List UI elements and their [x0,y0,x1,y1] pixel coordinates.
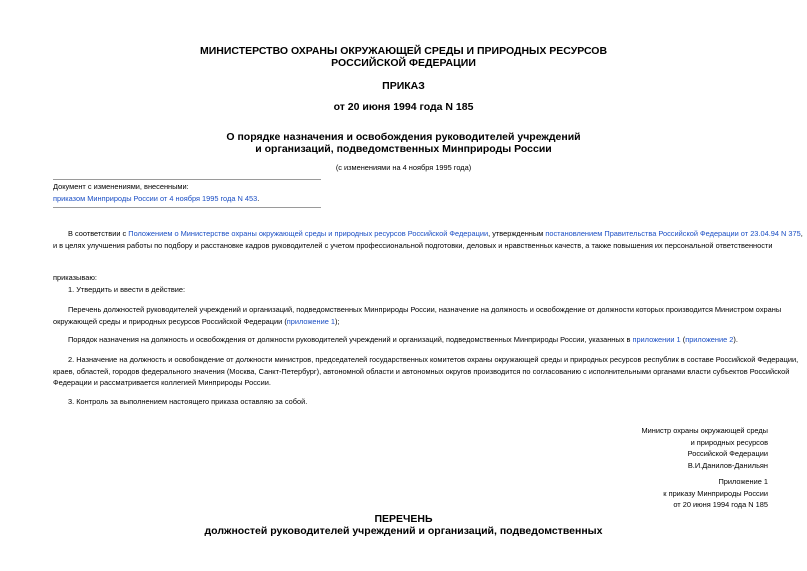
orders-word: приказываю: [53,273,97,282]
appendix-header [580,476,768,511]
amendment-order-link[interactable]: приказом Минприроды России от 4 ноября 1995 года N 453 [53,194,258,203]
appendix-ref: к приказу Минприроды России [663,488,768,498]
appendix-1-ref-link[interactable]: приложении 1 [632,335,681,344]
item-2-line3: Федерации и рассматривается коллегией Минприроды России. [53,378,271,387]
ministry-name-line2: РОССИЙСКОЙ ФЕДЕРАЦИИ [331,57,476,69]
item-2-line1: 2. Назначение на должность и освобождение от должности министров, председателей государственных комитетов охраны окружающей среды и природных ресурсов республик в составе Российской Федерации, [68,355,799,364]
list-item-line2 [53,316,340,328]
text-fragment: В соответствии с [68,229,129,238]
regulation-link[interactable]: Положением о Министерстве охраны окружающей среды и природных ресурсов Российской Федерации [128,229,489,238]
item-1: 1. Утвердить и ввести в действие: [68,285,186,294]
appendix-number: Приложение 1 [718,477,768,486]
appendix-2-link[interactable]: приложение 2 [685,335,734,344]
paragraph-basis-line2: и в целях улучшения работы по подбору и расстановке кадров руководителей с учетом профессиональной подготовки, деловых и нравственных качеств, а также повышения их персональной ответственности [53,241,773,250]
item-2-line2: краев, областей, городов федерального значения (Москва, Санкт-Петербург), автономной области и автономных округов производится по согласованию с исполнительными органами власти субъектов Российской [53,367,790,376]
document-title-line2: и организаций, подведомственных Минприроды России [255,143,552,155]
ministry-name-line1: МИНИСТЕРСТВО ОХРАНЫ ОКРУЖАЮЩЕЙ СРЕДЫ И ПРИРОДНЫХ РЕСУРСОВ [199,45,608,57]
signature-line1: Министр охраны окружающей среды [641,426,768,435]
text-fragment: ). [733,335,738,344]
appendix-subtitle: должностей руководителей учреждений и организаций, подведомственных [204,525,603,537]
paragraph-basis-line1 [68,228,803,240]
document-date: от 20 июня 1994 года N 185 [333,101,474,113]
amendments-label: Документ с изменениями, внесенными: [53,182,189,191]
document-type: ПРИКАЗ [382,80,425,92]
list-item-line1: Перечень должностей руководителей учреждений и организаций, подведомственных Минприроды России, назначение на должность и освобождение от должности которых производится Министром охраны [68,305,782,314]
item-3: 3. Контроль за выполнением настоящего приказа оставляю за собой. [68,397,308,406]
amendments-bottom-rule [53,207,321,208]
text-fragment: , [800,229,803,238]
signature-name: В.И.Данилов-Данильян [687,460,768,470]
procedure-line [68,334,738,346]
changes-note: (с изменениями на 4 ноября 1995 года) [335,163,472,172]
signature-line2: и природных ресурсов [690,437,768,447]
text-fragment: окружающей среды и природных ресурсов Российской Федерации ( [53,317,287,326]
text-fragment: ( [680,335,686,344]
appendix-date: от 20 июня 1994 года N 185 [673,500,768,509]
government-decree-link[interactable]: постановлением Правительства Российской Федерации от 23.04.94 N 375 [545,229,801,238]
signature-line3: Российской Федерации [687,449,768,458]
text-fragment: Порядок назначения на должность и освобождения от должности руководителей учреждений и организаций, подведомственных Минприроды России, указанных в [68,335,633,344]
amendments-period: . [257,194,260,203]
document-title-line1: О порядке назначения и освобождения руководителей учреждений [226,131,581,143]
amendments-top-rule [53,179,321,180]
text-fragment: ); [335,317,340,326]
signature-block [580,425,768,471]
text-fragment: , утвержденным [488,229,546,238]
appendix-1-link[interactable]: приложение 1 [286,317,335,326]
appendix-title: ПЕРЕЧЕНЬ [374,513,433,525]
amendments-entry [53,193,259,205]
